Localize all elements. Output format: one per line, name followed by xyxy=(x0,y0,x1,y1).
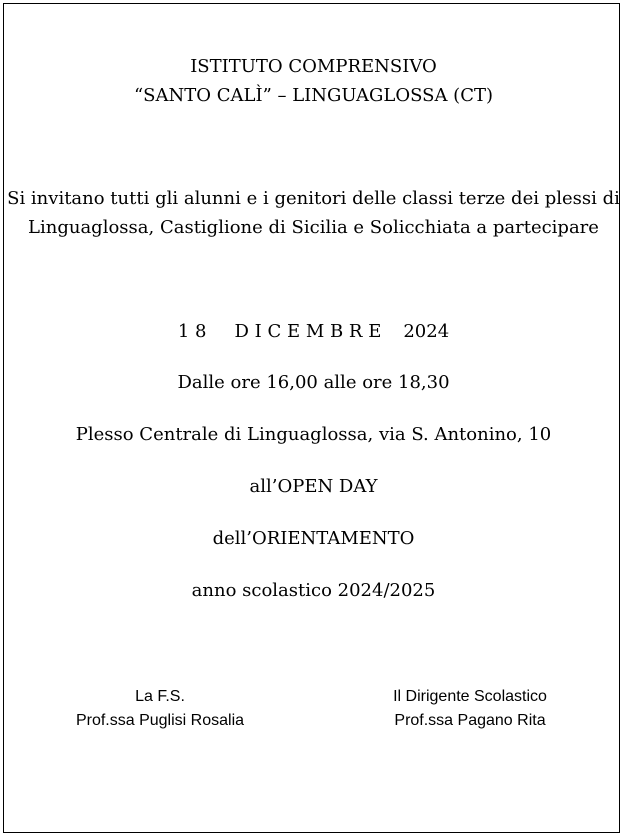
school-subtitle: “SANTO CALÌ” – LINGUAGLOSSA (CT) xyxy=(133,85,494,106)
event-name-open-day: all’OPEN DAY xyxy=(249,476,378,497)
signature-right-name: Prof.ssa Pagano Rita xyxy=(394,712,546,729)
school-name: ISTITUTO COMPRENSIVO xyxy=(190,56,437,77)
event-year: 2024 xyxy=(403,321,450,342)
school-year: anno scolastico 2024/2025 xyxy=(191,580,436,601)
event-name-orientamento: dell’ORIENTAMENTO xyxy=(212,528,415,549)
signature-left xyxy=(40,685,280,733)
event-month: D I C E M B R E xyxy=(234,321,382,342)
signature-left-name: Prof.ssa Puglisi Rosalia xyxy=(75,712,245,729)
event-day: 1 8 xyxy=(177,321,207,342)
event-location: Plesso Centrale di Linguaglossa, via S. Antonino, 10 xyxy=(75,424,552,445)
signature-right-role: Il Dirigente Scolastico xyxy=(393,688,547,705)
invitation-line-1: Si invitano tutti gli alunni e i genitori delle classi terze dei plessi di xyxy=(7,188,620,209)
event-date xyxy=(0,320,627,344)
signature-left-role: La F.S. xyxy=(135,688,185,705)
invitation-line-2: Linguaglossa, Castiglione di Sicilia e Solicchiata a partecipare xyxy=(28,217,599,238)
signature-right xyxy=(340,685,600,733)
event-time: Dalle ore 16,00 alle ore 18,30 xyxy=(177,372,450,393)
